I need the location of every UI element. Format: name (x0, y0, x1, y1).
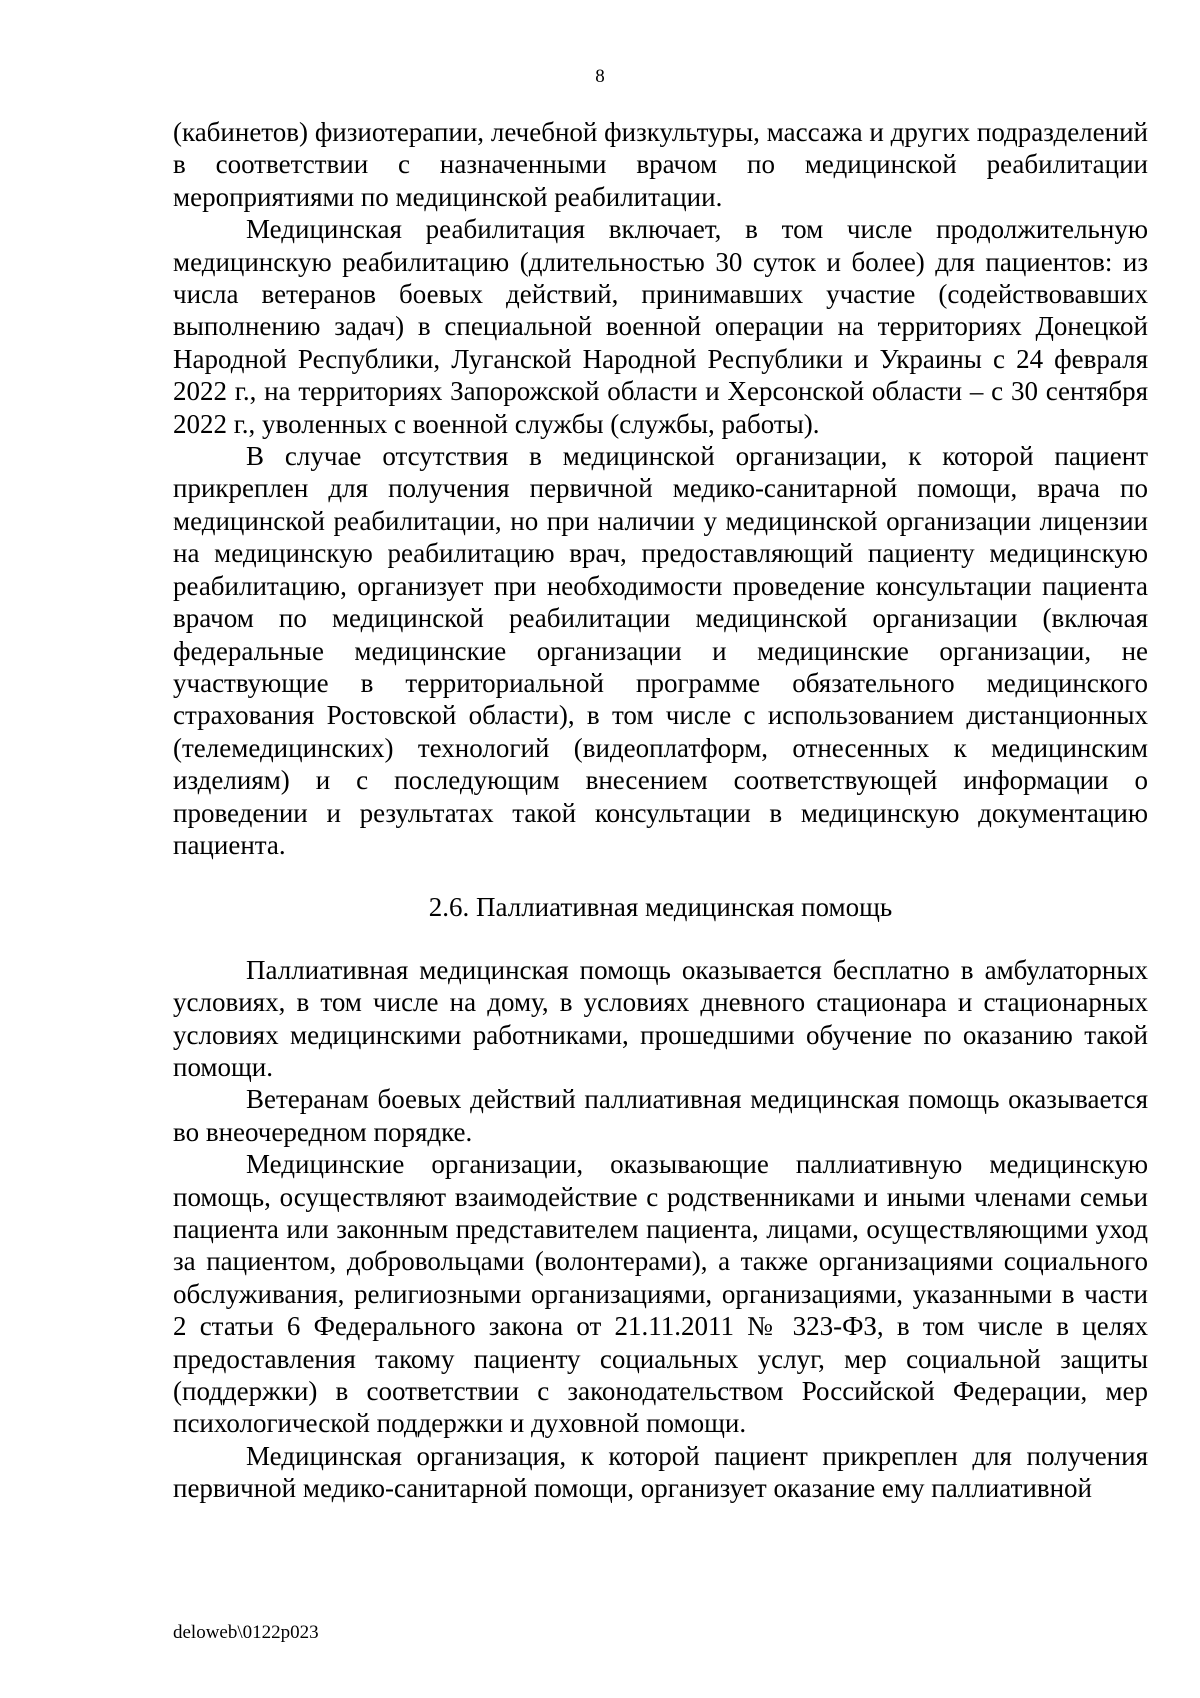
paragraph: В случае отсутствия в медицинской организации, к которой пациент прикреплен для получения первичной медико-санитарной помощи, врача по медицинской реабилитации, но при наличии у медицинской организации лицензии на медицинскую реабилитацию врач, предоставляющий пациенту медицинскую реабилитацию, организует при необходимости проведение консультации пациента врачом по медицинской реабилитации медицинской организации (включая федеральные медицинские организации и медицинские организации, не участвующие в территориальной программе обязательного медицинского страхования Ростовской области), в том числе с использованием дистанционных (телемедицинских) технологий (видеоплатформ, отнесенных к медицинским изделиям) и с последующим внесением соответствующей информации о проведении и результатах такой консультации в медицинскую документацию пациента. (173, 441, 1148, 860)
footer-document-code: deloweb\0122p023 (173, 1622, 319, 1643)
paragraph: Медицинская реабилитация включает, в том числе продолжительную медицинскую реабилитацию (длительностью 30 суток и более) для пациентов: из числа ветеранов боевых действий, принимавших участие (содействовавших выполнению задач) в специальной военной операции на территориях Донецкой Народной Республики, Луганской Народной Республики и Украины с 24 февраля 2022 г., на территориях Запорожской области и Херсонской области – с 30 сентября 2022 г., уволенных с военной службы (службы, работы). (173, 214, 1148, 439)
paragraph: Ветеранам боевых действий паллиативная медицинская помощь оказывается во внеочередном порядке. (173, 1084, 1148, 1147)
paragraph: Паллиативная медицинская помощь оказывается бесплатно в амбулаторных условиях, в том числе на дому, в условиях дневного стационара и стационарных условиях медицинскими работниками, прошедшими обучение по оказанию такой помощи. (173, 954, 1148, 1082)
document-body (173, 116, 1148, 1505)
section-heading: 2.6. Паллиативная медицинская помощь (428, 892, 893, 923)
paragraph: Медицинские организации, оказывающие паллиативную медицинскую помощь, осуществляют взаимодействие с родственниками и иными членами семьи пациента или законным представителем пациента, лицами, осуществляющими уход за пациентом, добровольцами (волонтерами), а также организациями социального обслуживания, религиозными организациями, организациями, указанными в части 2 статьи 6 Федерального закона от 21.11.2011 № 323-ФЗ, в том числе в целях предоставления такому пациенту социальных услуг, мер социальной защиты (поддержки) в соответствии с законодательством Российской Федерации, мер психологической поддержки и духовной помощи. (173, 1149, 1148, 1439)
paragraph: Медицинская организация, к которой пациент прикреплен для получения первичной медико-санитарной помощи, организует оказание ему паллиативной (173, 1440, 1148, 1504)
page-number: 8 (595, 66, 605, 87)
paragraph: (кабинетов) физиотерапии, лечебной физкультуры, массажа и других подразделений в соответствии с назначенными врачом по медицинской реабилитации мероприятиями по медицинской реабилитации. (173, 117, 1148, 212)
